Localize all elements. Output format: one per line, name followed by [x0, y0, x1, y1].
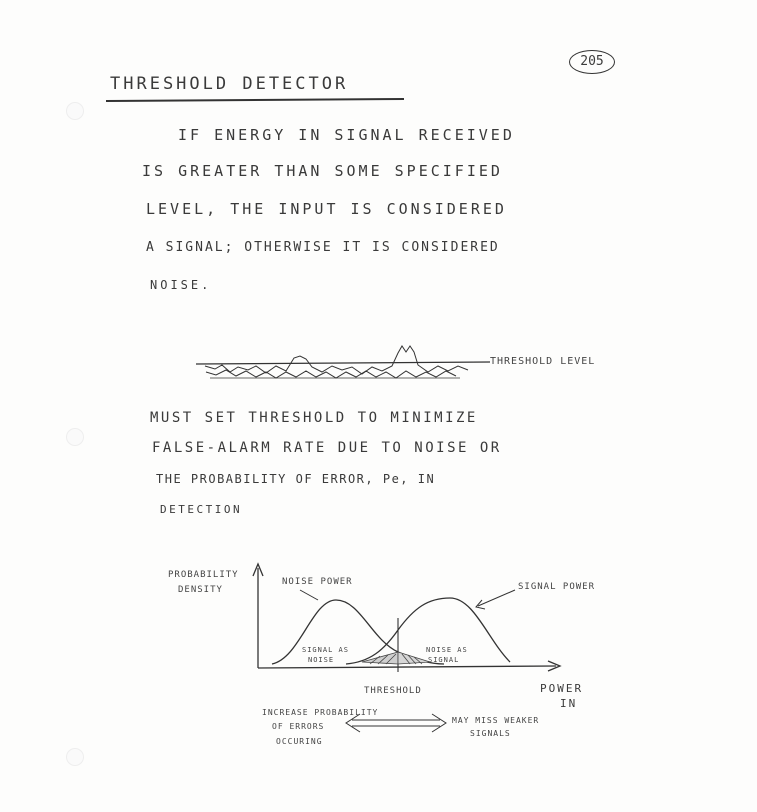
signal-power-curve: [346, 598, 510, 664]
paragraph2-line3: THE PROBABILITY OF ERROR, Pe, IN: [156, 472, 436, 486]
left-arrow-text-line2: OF ERRORS: [272, 722, 325, 731]
right-arrow-text-line2: SIGNALS: [470, 729, 511, 738]
paragraph1-line2: IS GREATER THAN SOME SPECIFIED: [142, 162, 503, 180]
signal-power-label: SIGNAL POWER: [518, 582, 596, 592]
noise-power-leader: [300, 590, 318, 600]
paragraph1-line3: LEVEL, THE INPUT IS CONSIDERED: [146, 200, 507, 218]
threshold-label: THRESHOLD: [364, 686, 422, 696]
paragraph2-line1: MUST SET THRESHOLD TO MINIMIZE: [150, 410, 478, 426]
noise-power-curve: [272, 600, 444, 664]
x-axis-label-line1: POWER: [540, 682, 584, 695]
paragraph2-line2: FALSE-ALARM RATE DUE TO NOISE OR: [152, 440, 502, 456]
x-axis-label-line2: IN: [560, 697, 578, 710]
paragraph1-line4: A SIGNAL; OTHERWISE IT IS CONSIDERED: [146, 240, 500, 255]
left-arrow-text-line1: INCREASE PROBABILITY: [262, 708, 379, 717]
signal-as-noise-label-line1: SIGNAL AS: [302, 646, 349, 654]
paragraph1-line5: NOISE.: [150, 278, 212, 292]
noise-as-signal-label-line1: NOISE AS: [426, 646, 468, 654]
overlap-shading: [362, 652, 430, 664]
y-axis-label-line2: DENSITY: [178, 585, 223, 595]
noise-power-label: NOISE POWER: [282, 577, 353, 587]
noise-waveform-sketch: [196, 346, 490, 378]
paragraph2-line4: DETECTION: [160, 503, 243, 516]
signal-power-leader: [478, 590, 515, 606]
page-number: 205: [569, 50, 615, 74]
y-axis-label-line1: PROBABILITY: [168, 570, 239, 580]
noise-as-signal-label-line2: SIGNAL: [428, 656, 460, 664]
left-arrow-text-line3: OCCURING: [276, 737, 323, 746]
threshold-level-label: THRESHOLD LEVEL: [490, 356, 596, 367]
right-arrow-text-line1: MAY MISS WEAKER: [452, 716, 540, 725]
paragraph1-line1: IF ENERGY IN SIGNAL RECEIVED: [178, 126, 515, 144]
signal-as-noise-label-line2: NOISE: [308, 656, 335, 664]
page-title: THRESHOLD DETECTOR: [110, 74, 349, 94]
